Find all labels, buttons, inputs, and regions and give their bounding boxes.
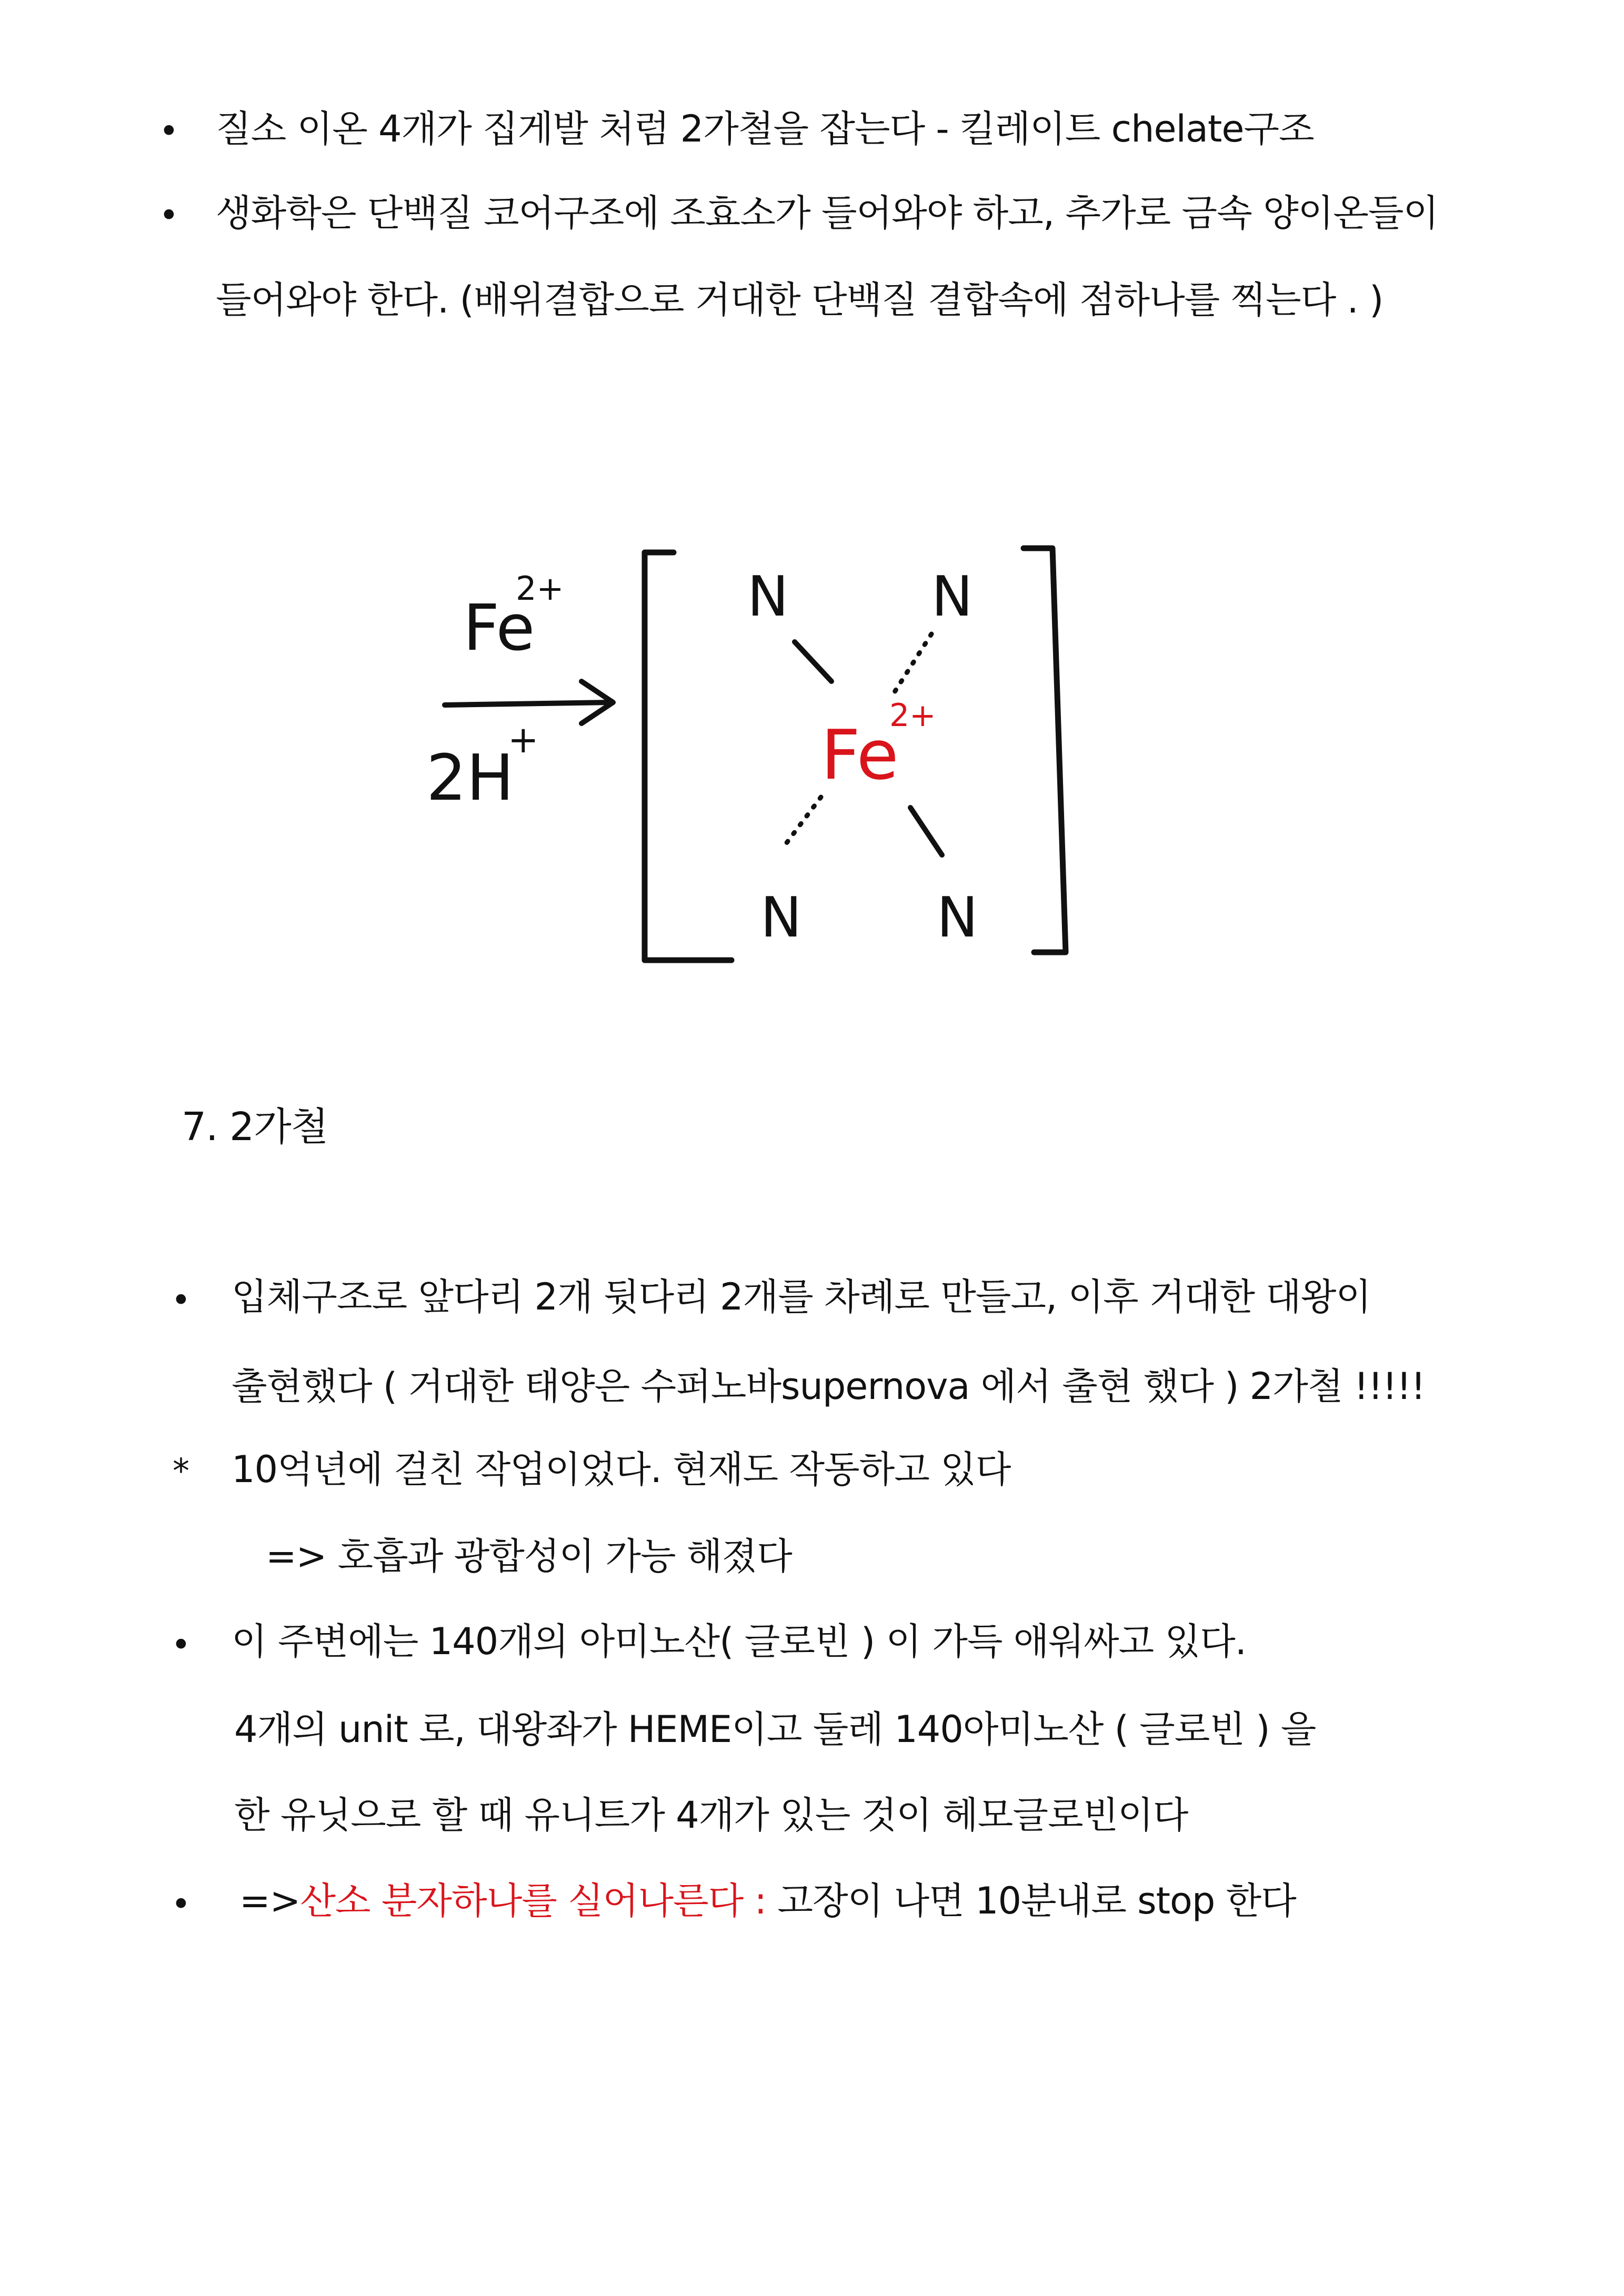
text-line-amino-acids: 이 주변에는 140개의 아미노산( 글로빈 ) 이 가득 애워싸고 있다.	[232, 1620, 1246, 1663]
bond-dotted-bottom-left	[781, 797, 821, 850]
center-fe-charge: 2+	[889, 697, 936, 734]
ligand-n-bottom-right: N	[937, 885, 978, 950]
ligand-n-bottom-left: N	[760, 885, 802, 950]
center-fe: Fe	[821, 715, 899, 795]
bond-solid-top-left	[795, 642, 831, 681]
bullet-1: •	[159, 112, 179, 151]
chelate-diagram	[389, 531, 1137, 994]
text-line-billion-years: 10억년에 걸친 작업이었다. 현재도 작동하고 있다	[232, 1448, 1011, 1491]
bullet-s7-3: •	[171, 1626, 191, 1665]
oxygen-rest: 고장이 나면 10분내로 stop 한다	[766, 1879, 1296, 1922]
ligand-n-top-right: N	[931, 565, 973, 629]
text-line-respiration: => 호흡과 광합성이 가능 해졌다	[266, 1535, 792, 1578]
text-line-biochem: 생화학은 단백질 코어구조에 조효소가 들어와야 하고, 추가로 금속 양이온들이	[216, 192, 1439, 235]
section-heading: 7. 2가철	[182, 1104, 328, 1150]
text-line-stereo: 입체구조로 앞다리 2개 뒷다리 2개를 차례로 만들고, 이후 거대한 대왕이	[232, 1275, 1371, 1318]
text-line-hemoglobin: 한 유닛으로 할 때 유니트가 4개가 있는 것이 헤모글로빈이다	[234, 1794, 1188, 1837]
oxygen-arrow: =>	[239, 1879, 300, 1922]
right-bracket	[1024, 548, 1066, 952]
oxygen-highlight: 산소 분자하나를 실어나른다 :	[300, 1879, 767, 1922]
bullet-2: •	[159, 196, 179, 235]
bullet-s7-2: *	[173, 1452, 189, 1491]
bullet-s7-1: •	[171, 1281, 191, 1320]
bond-dotted-top-right	[895, 634, 931, 692]
left-bracket	[645, 552, 731, 960]
reactant-fe: Fe	[463, 592, 535, 665]
reactant-fe-charge: 2+	[516, 569, 564, 608]
byproduct-2h-charge: +	[508, 718, 539, 761]
text-line-supernova: 출현했다 ( 거대한 태양은 수퍼노바supernova 에서 출현 했다 ) 2가철 !!!!!	[232, 1365, 1426, 1408]
reaction-arrow	[445, 681, 613, 723]
byproduct-2h: 2H	[426, 742, 514, 815]
bullet-s7-4: •	[171, 1885, 191, 1924]
ligand-n-top-left: N	[747, 565, 789, 629]
text-line-chelate: 질소 이온 4개가 집게발 처럼 2가철을 잡는다 - 킬레이트 chelate구조	[216, 107, 1314, 150]
text-line-oxygen	[239, 1879, 1296, 1922]
text-line-heme-units: 4개의 unit 로, 대왕좌가 HEME이고 둘레 140아미노산 ( 글로빈 ) 을	[234, 1708, 1316, 1751]
text-line-biochem-cont: 들어와야 한다. (배위결합으로 거대한 단백질 결합속에 점하나를 찍는다 . )	[216, 278, 1384, 321]
bond-solid-bottom-right	[910, 808, 942, 855]
